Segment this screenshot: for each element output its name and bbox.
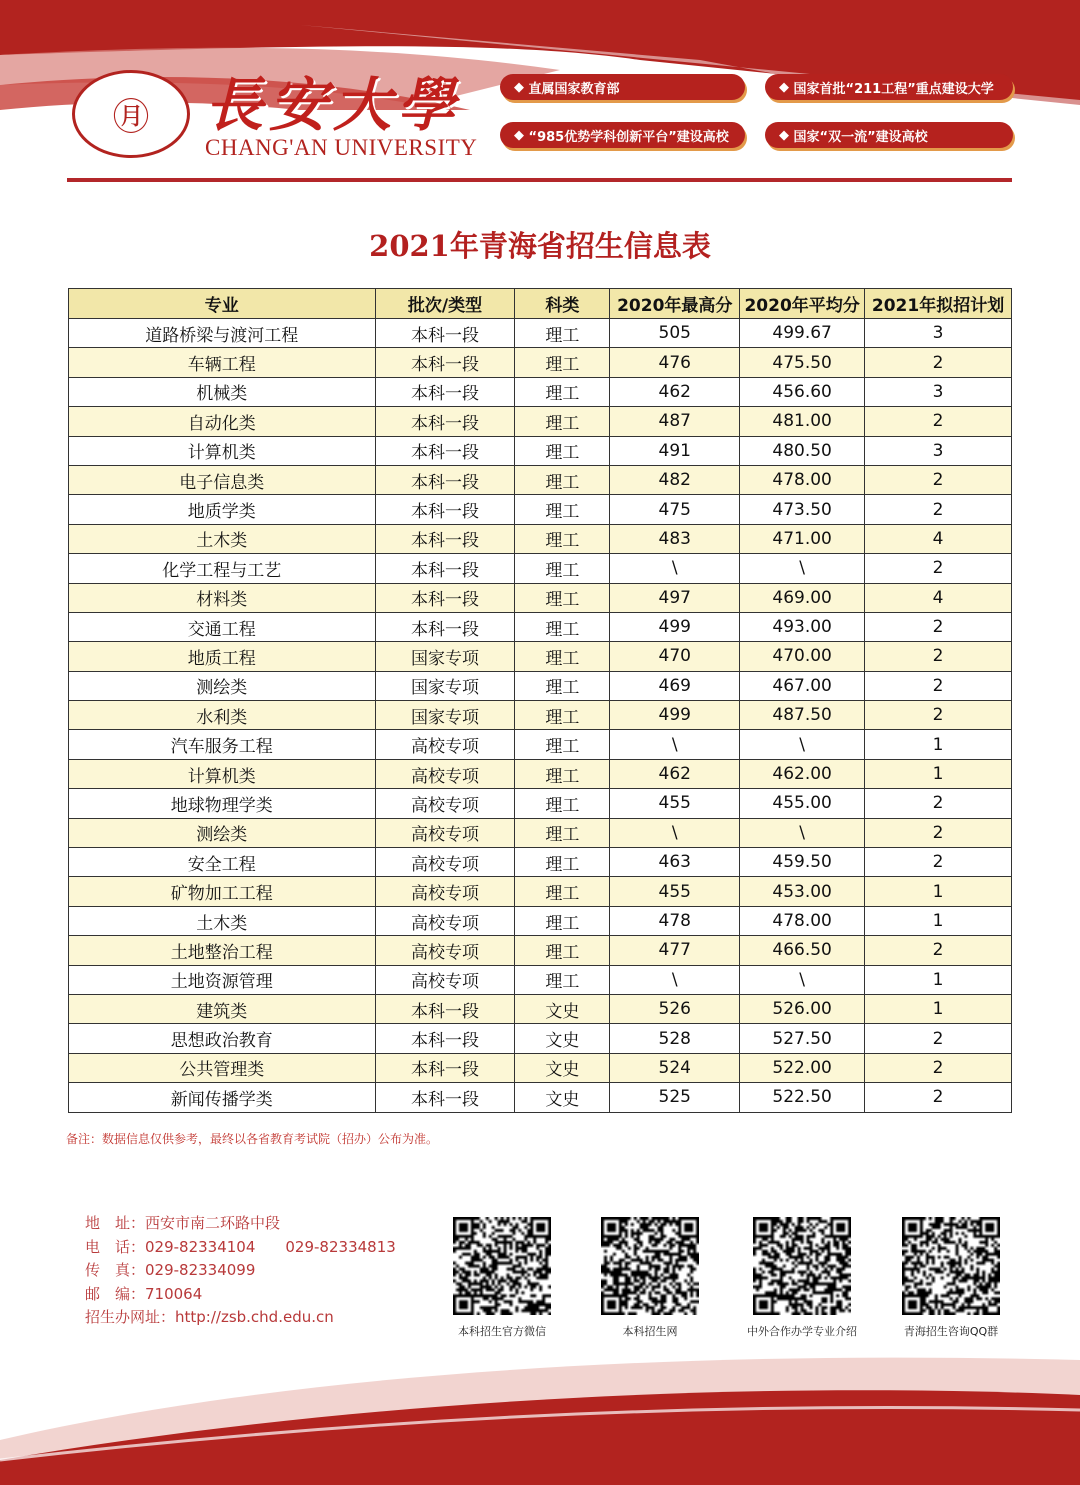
table-cell: 528 xyxy=(610,1024,740,1053)
table-cell: 理工 xyxy=(515,877,610,906)
table-cell: 本科一段 xyxy=(375,407,515,436)
table-cell: 本科一段 xyxy=(375,348,515,377)
qr-code-icon xyxy=(902,1217,1000,1315)
table-cell: 高校专项 xyxy=(375,848,515,877)
qr-code-icon xyxy=(453,1217,551,1315)
table-cell: 理工 xyxy=(515,377,610,406)
column-header: 2020年最高分 xyxy=(610,289,740,319)
table-cell: 本科一段 xyxy=(375,524,515,553)
qr-qq-group[interactable] xyxy=(901,1217,1001,1339)
table-row xyxy=(69,319,1012,348)
table-cell: 车辆工程 xyxy=(69,348,376,377)
qr-caption: 本科招生网 xyxy=(622,1325,678,1338)
table-cell: 高校专项 xyxy=(375,789,515,818)
table-cell: 505 xyxy=(610,319,740,348)
table-cell: 理工 xyxy=(515,848,610,877)
table-row xyxy=(69,671,1012,700)
table-cell: 463 xyxy=(610,848,740,877)
table-cell: 4 xyxy=(865,524,1012,553)
table-row xyxy=(69,936,1012,965)
table-cell: 462 xyxy=(610,759,740,788)
table-row xyxy=(69,1083,1012,1112)
table-cell: 交通工程 xyxy=(69,612,376,641)
page-title: 2021年青海省招生信息表 xyxy=(369,229,711,263)
table-cell: 475 xyxy=(610,495,740,524)
table-cell: 本科一段 xyxy=(375,1053,515,1082)
table-cell: 2 xyxy=(865,465,1012,494)
footnote: 备注：数据信息仅供参考，最终以各省教育考试院（招办）公布为准。 xyxy=(66,1132,439,1146)
table-cell: 469.00 xyxy=(740,583,865,612)
column-header: 2021年拟招计划 xyxy=(865,289,1012,319)
table-cell: 1 xyxy=(865,877,1012,906)
contact-info xyxy=(85,1212,396,1330)
table-cell: 467.00 xyxy=(740,671,865,700)
table-row xyxy=(69,465,1012,494)
table-cell: 高校专项 xyxy=(375,759,515,788)
table-cell: 国家专项 xyxy=(375,671,515,700)
table-cell: 487 xyxy=(610,407,740,436)
table-cell: 2 xyxy=(865,642,1012,671)
table-cell: 524 xyxy=(610,1053,740,1082)
table-cell: 487.50 xyxy=(740,701,865,730)
table-cell: 土木类 xyxy=(69,906,376,935)
table-cell: 理工 xyxy=(515,730,610,759)
table-cell: 理工 xyxy=(515,701,610,730)
table-cell: 材料类 xyxy=(69,583,376,612)
table-cell: 462.00 xyxy=(740,759,865,788)
fax: 传 真：029-82334099 xyxy=(85,1261,256,1280)
column-header: 专业 xyxy=(69,289,376,319)
table-cell: 477 xyxy=(610,936,740,965)
table-row xyxy=(69,848,1012,877)
table-cell: 522.50 xyxy=(740,1083,865,1112)
table-cell: 理工 xyxy=(515,583,610,612)
table-cell: 土地资源管理 xyxy=(69,965,376,994)
table-cell: 462 xyxy=(610,377,740,406)
table-cell: 2 xyxy=(865,495,1012,524)
table-row xyxy=(69,377,1012,406)
table-cell: 491 xyxy=(610,436,740,465)
table-cell: 2 xyxy=(865,1083,1012,1112)
university-seal-logo: ㊊ xyxy=(72,70,190,158)
table-cell: \ xyxy=(740,554,865,583)
phone: 电 话：029-82334104 029-82334813 xyxy=(85,1237,396,1256)
logo-english: CHANG'AN UNIVERSITY xyxy=(205,135,478,160)
table-cell: 理工 xyxy=(515,789,610,818)
table-cell: 电子信息类 xyxy=(69,465,376,494)
qr-wechat[interactable] xyxy=(452,1217,552,1339)
table-cell: 地球物理学类 xyxy=(69,789,376,818)
table-cell: 理工 xyxy=(515,612,610,641)
table-cell: 计算机类 xyxy=(69,759,376,788)
table-cell: 480.50 xyxy=(740,436,865,465)
table-cell: 2 xyxy=(865,348,1012,377)
table-cell: 理工 xyxy=(515,642,610,671)
table-row xyxy=(69,495,1012,524)
table-cell: \ xyxy=(740,730,865,759)
table-row xyxy=(69,612,1012,641)
table-cell: 本科一段 xyxy=(375,465,515,494)
table-cell: 土木类 xyxy=(69,524,376,553)
table-row xyxy=(69,906,1012,935)
table-cell: \ xyxy=(740,818,865,847)
table-cell: 471.00 xyxy=(740,524,865,553)
table-cell: 1 xyxy=(865,906,1012,935)
table-row xyxy=(69,759,1012,788)
table-cell: 本科一段 xyxy=(375,554,515,583)
table-cell: 理工 xyxy=(515,319,610,348)
table-cell: 高校专项 xyxy=(375,818,515,847)
column-header: 批次/类型 xyxy=(375,289,515,319)
header-divider xyxy=(67,178,1012,182)
table-cell: 理工 xyxy=(515,524,610,553)
address: 地 址：西安市南二环路中段 xyxy=(85,1214,281,1232)
table-cell: 499.67 xyxy=(740,319,865,348)
table-cell: 测绘类 xyxy=(69,818,376,847)
footer-wave xyxy=(0,1340,1080,1485)
table-cell: 3 xyxy=(865,436,1012,465)
table-cell: 497 xyxy=(610,583,740,612)
table-cell: \ xyxy=(740,965,865,994)
qr-caption: 中外合作办学专业介绍 xyxy=(747,1325,857,1338)
table-cell: 地质工程 xyxy=(69,642,376,671)
table-cell: 1 xyxy=(865,730,1012,759)
table-row xyxy=(69,583,1012,612)
table-cell: 自动化类 xyxy=(69,407,376,436)
table-cell: 新闻传播学类 xyxy=(69,1083,376,1112)
table-cell: 3 xyxy=(865,377,1012,406)
table-cell: 建筑类 xyxy=(69,994,376,1023)
table-cell: 493.00 xyxy=(740,612,865,641)
table-cell: \ xyxy=(610,554,740,583)
table-cell: 高校专项 xyxy=(375,730,515,759)
table-cell: 道路桥梁与渡河工程 xyxy=(69,319,376,348)
table-cell: 525 xyxy=(610,1083,740,1112)
table-cell: 化学工程与工艺 xyxy=(69,554,376,583)
table-cell: \ xyxy=(610,730,740,759)
qr-caption: 青海招生咨询QQ群 xyxy=(903,1325,999,1338)
table-cell: 483 xyxy=(610,524,740,553)
table-cell: 理工 xyxy=(515,759,610,788)
table-row xyxy=(69,436,1012,465)
table-cell: 理工 xyxy=(515,906,610,935)
table-cell: 理工 xyxy=(515,407,610,436)
postcode: 邮 编：710064 xyxy=(85,1284,203,1303)
table-row xyxy=(69,994,1012,1023)
table-cell: 理工 xyxy=(515,818,610,847)
table-cell: 527.50 xyxy=(740,1024,865,1053)
table-cell: 计算机类 xyxy=(69,436,376,465)
table-cell: 1 xyxy=(865,965,1012,994)
table-cell: 水利类 xyxy=(69,701,376,730)
logo-chinese: 長安大學 xyxy=(205,71,462,139)
table-cell: 2 xyxy=(865,1024,1012,1053)
table-cell: 526 xyxy=(610,994,740,1023)
table-cell: 理工 xyxy=(515,965,610,994)
table-row xyxy=(69,1053,1012,1082)
table-cell: 499 xyxy=(610,701,740,730)
table-cell: 安全工程 xyxy=(69,848,376,877)
table-cell: 理工 xyxy=(515,436,610,465)
table-cell: 475.50 xyxy=(740,348,865,377)
table-cell: 456.60 xyxy=(740,377,865,406)
table-cell: 国家专项 xyxy=(375,701,515,730)
badge: ◆ “985优势学科创新平台”建设高校 xyxy=(500,122,745,148)
table-cell: 本科一段 xyxy=(375,994,515,1023)
table-cell: 理工 xyxy=(515,554,610,583)
table-row xyxy=(69,348,1012,377)
table-cell: 理工 xyxy=(515,495,610,524)
table-row xyxy=(69,554,1012,583)
table-cell: 499 xyxy=(610,612,740,641)
table-row xyxy=(69,1024,1012,1053)
table-cell: 公共管理类 xyxy=(69,1053,376,1082)
column-header: 2020年平均分 xyxy=(740,289,865,319)
table-cell: 测绘类 xyxy=(69,671,376,700)
table-row xyxy=(69,524,1012,553)
qr-cooperation[interactable] xyxy=(747,1217,857,1339)
table-cell: 459.50 xyxy=(740,848,865,877)
table-cell: 478 xyxy=(610,906,740,935)
table-cell: 理工 xyxy=(515,671,610,700)
table-cell: 土地整治工程 xyxy=(69,936,376,965)
table-cell: 476 xyxy=(610,348,740,377)
table-cell: 思想政治教育 xyxy=(69,1024,376,1053)
table-cell: 2 xyxy=(865,818,1012,847)
table-row xyxy=(69,818,1012,847)
table-cell: 473.50 xyxy=(740,495,865,524)
table-cell: 地质学类 xyxy=(69,495,376,524)
table-cell: 526.00 xyxy=(740,994,865,1023)
table-cell: 2 xyxy=(865,554,1012,583)
table-cell: 2 xyxy=(865,936,1012,965)
table-cell: 理工 xyxy=(515,936,610,965)
table-cell: 理工 xyxy=(515,348,610,377)
table-cell: 文史 xyxy=(515,1053,610,1082)
table-cell: \ xyxy=(610,965,740,994)
table-cell: 本科一段 xyxy=(375,436,515,465)
table-cell: 2 xyxy=(865,701,1012,730)
qr-website[interactable] xyxy=(600,1217,700,1339)
table-cell: 2 xyxy=(865,407,1012,436)
table-row xyxy=(69,407,1012,436)
table-cell: 本科一段 xyxy=(375,583,515,612)
table-cell: 本科一段 xyxy=(375,495,515,524)
table-cell: 2 xyxy=(865,612,1012,641)
table-cell: 455 xyxy=(610,877,740,906)
table-cell: 470.00 xyxy=(740,642,865,671)
table-cell: 2 xyxy=(865,848,1012,877)
badge: ◆ 国家首批“211工程”重点建设大学 xyxy=(765,74,1013,100)
table-cell: \ xyxy=(610,818,740,847)
table-cell: 本科一段 xyxy=(375,1083,515,1112)
table-cell: 本科一段 xyxy=(375,612,515,641)
table-cell: 481.00 xyxy=(740,407,865,436)
badge: ◆ 直属国家教育部 xyxy=(500,74,745,100)
table-cell: 4 xyxy=(865,583,1012,612)
table-cell: 矿物加工工程 xyxy=(69,877,376,906)
table-cell: 2 xyxy=(865,1053,1012,1082)
table-cell: 文史 xyxy=(515,1024,610,1053)
column-header: 科类 xyxy=(515,289,610,319)
qr-code-icon xyxy=(753,1217,851,1315)
table-row xyxy=(69,877,1012,906)
table-row xyxy=(69,789,1012,818)
table-cell: 478.00 xyxy=(740,465,865,494)
table-cell: 478.00 xyxy=(740,906,865,935)
table-row xyxy=(69,730,1012,759)
table-cell: 高校专项 xyxy=(375,906,515,935)
website[interactable]: 招生办网址：http://zsb.chd.edu.cn xyxy=(85,1308,334,1327)
table-cell: 文史 xyxy=(515,1083,610,1112)
table-cell: 453.00 xyxy=(740,877,865,906)
badge: ◆ 国家“双一流”建设高校 xyxy=(765,122,1013,148)
qr-caption: 本科招生官方微信 xyxy=(458,1325,546,1338)
admission-table xyxy=(68,288,1012,1113)
table-cell: 522.00 xyxy=(740,1053,865,1082)
table-cell: 2 xyxy=(865,671,1012,700)
qr-code-icon xyxy=(601,1217,699,1315)
table-cell: 高校专项 xyxy=(375,877,515,906)
table-cell: 本科一段 xyxy=(375,1024,515,1053)
table-cell: 455.00 xyxy=(740,789,865,818)
table-cell: 482 xyxy=(610,465,740,494)
table-row xyxy=(69,701,1012,730)
table-cell: 2 xyxy=(865,789,1012,818)
table-cell: 3 xyxy=(865,319,1012,348)
table-cell: 高校专项 xyxy=(375,936,515,965)
table-cell: 469 xyxy=(610,671,740,700)
table-cell: 机械类 xyxy=(69,377,376,406)
table-cell: 455 xyxy=(610,789,740,818)
table-cell: 文史 xyxy=(515,994,610,1023)
table-cell: 本科一段 xyxy=(375,319,515,348)
table-cell: 466.50 xyxy=(740,936,865,965)
table-cell: 本科一段 xyxy=(375,377,515,406)
table-cell: 470 xyxy=(610,642,740,671)
table-row xyxy=(69,642,1012,671)
table-cell: 理工 xyxy=(515,465,610,494)
table-cell: 1 xyxy=(865,759,1012,788)
table-cell: 汽车服务工程 xyxy=(69,730,376,759)
table-cell: 1 xyxy=(865,994,1012,1023)
table-cell: 国家专项 xyxy=(375,642,515,671)
table-row xyxy=(69,965,1012,994)
table-cell: 高校专项 xyxy=(375,965,515,994)
